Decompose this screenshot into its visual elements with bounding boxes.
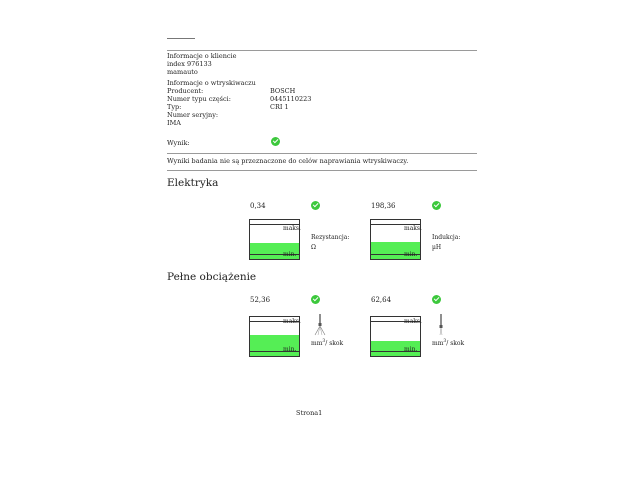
injector-row <box>167 111 467 119</box>
injector-row-label: Numer typu części: <box>167 95 231 103</box>
injector-serial-value: IMA <box>167 119 181 127</box>
inductance-unit: µH <box>432 244 442 251</box>
inductance-label: Indukcja: <box>432 234 461 241</box>
resistance-ok-icon <box>311 201 320 210</box>
injector-row-label: Producent: <box>167 87 204 95</box>
gauge-min-label: min. <box>404 346 418 353</box>
resistance-unit: Ω <box>311 244 316 251</box>
delivery-2-value: 62,64 <box>371 296 392 304</box>
gauge-max-label: maks. <box>283 318 301 325</box>
injector-row <box>167 95 467 103</box>
injector-spray-icon <box>314 313 326 337</box>
gauge-max-label: maks. <box>283 225 301 232</box>
client-index: index 976133 <box>167 60 212 68</box>
injector-row-value: CRI 1 <box>270 103 289 111</box>
resistance-value: 0,34 <box>250 202 266 210</box>
disclaimer-text: Wyniki badania nie są przeznaczone do celów naprawiania wtryskiwaczy. <box>167 157 409 165</box>
divider <box>167 170 477 171</box>
header-mark <box>167 38 195 39</box>
result-label: Wynik: <box>167 139 190 147</box>
delivery-1-ok-icon <box>311 295 320 304</box>
client-info <box>167 52 236 76</box>
client-heading: Informacje o kliencie <box>167 52 237 60</box>
page-number: Strona1 <box>296 409 323 417</box>
gauge-max-label: maks. <box>404 225 422 232</box>
result-ok-icon <box>271 137 280 146</box>
inductance-ok-icon <box>432 201 441 210</box>
delivery-1-value: 52,36 <box>250 296 271 304</box>
gauge-min-label: min. <box>283 251 297 258</box>
injector-row-value: BOSCH <box>270 87 296 95</box>
top-divider <box>167 50 477 51</box>
section-title-full-load: Pełne obciążenie <box>167 271 257 283</box>
divider <box>167 153 477 154</box>
injector-heading: Informacje o wtryskiwaczu <box>167 79 256 87</box>
gauge-min-label: min. <box>283 346 297 353</box>
gauge-min-label: min. <box>404 251 418 258</box>
injector-row-value: 0445110223 <box>270 95 312 103</box>
gauge-max-label: maks. <box>404 318 422 325</box>
resistance-label: Rezystancja: <box>311 234 350 241</box>
injector-row-label: Numer seryjny: <box>167 111 219 119</box>
delivery-2-ok-icon <box>432 295 441 304</box>
injector-row <box>167 87 467 95</box>
delivery-2-unit: $mm^3/$ skok <box>432 339 465 347</box>
delivery-1-unit: $mm^3/$ skok <box>311 339 344 347</box>
section-title-electrical: Elektryka <box>167 177 219 189</box>
injector-info <box>167 79 467 127</box>
injector-thin-spray-icon <box>435 313 447 337</box>
inductance-value: 198,36 <box>371 202 396 210</box>
client-name: mamauto <box>167 68 198 76</box>
injector-row-label: Typ: <box>167 103 182 111</box>
injector-row <box>167 103 467 111</box>
